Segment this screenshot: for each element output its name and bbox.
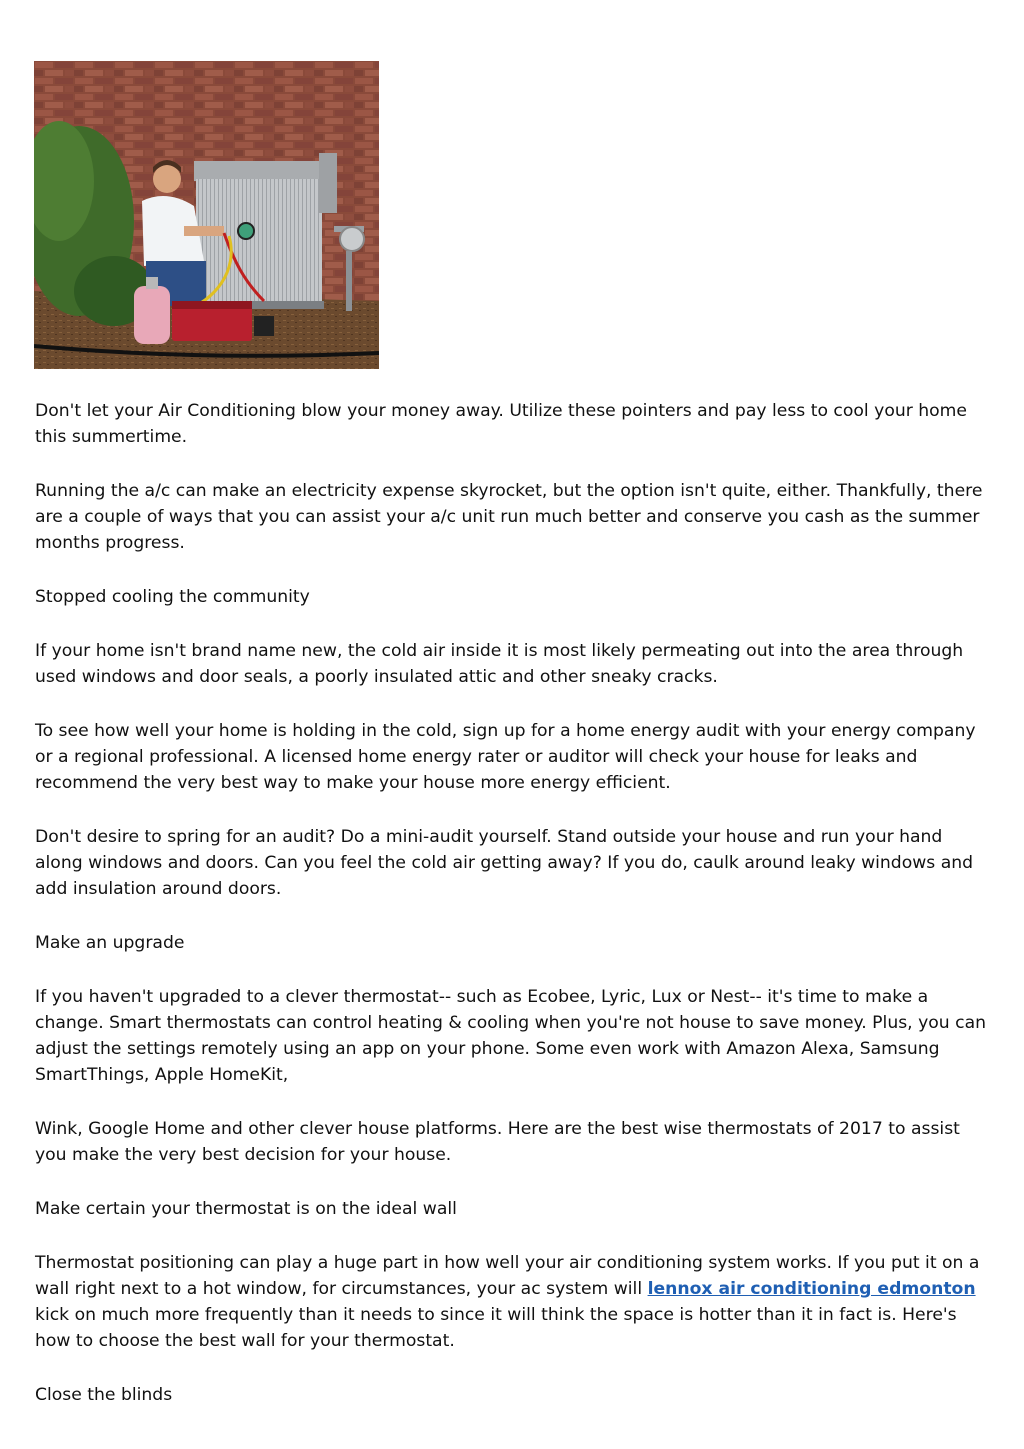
section-heading: Make an upgrade [35, 933, 185, 953]
paragraph-with-link [35, 1250, 995, 1354]
paragraph: Don't desire to spring for an audit? Do a mini-audit yourself. Stand outside your house and run your hand along windows and doors. Can you feel the cold air getting away? If you do, caulk around leaky windows and add insulation around doors. [35, 827, 974, 899]
paragraph: Wink, Google Home and other clever house platforms. Here are the best wise thermostats of 2017 to assist you make the very best decision for your house. [35, 1119, 960, 1165]
paragraph: If your home isn't brand name new, the cold air inside it is most likely permeating out into the area through used windows and door seals, a poorly insulated attic and other sneaky cracks. [35, 641, 964, 687]
link-paragraph-after: kick on much more frequently than it needs to since it will think the space is hotter than it in fact is. Here's how to choose the best wall for your thermostat. [35, 1305, 957, 1351]
paragraph: Running the a/c can make an electricity expense skyrocket, but the option isn't quite, either. Thankfully, there are a couple of ways that you can assist your a/c unit run much better and conserve you cash as the summer months progress. [35, 481, 983, 553]
section-heading: Close the blinds [35, 1385, 173, 1405]
paragraph: If you haven't upgraded to a clever thermostat-- such as Ecobee, Lyric, Lux or Nest-- it's time to make a change. Smart thermostats can control heating & cooling when you're not house to save money. Plus, you can adjust the settings remotely using an app on your phone. Some even work with Amazon Alexa, Samsung SmartThings, Apple HomeKit, [35, 987, 987, 1085]
section-heading: Make certain your thermostat is on the ideal wall [35, 1199, 457, 1219]
section-heading: Stopped cooling the community [35, 587, 310, 607]
ac-technician-photo [34, 61, 379, 369]
paragraph: Don't let your Air Conditioning blow your money away. Utilize these pointers and pay less to cool your home this summertime. [35, 401, 967, 447]
article-body [35, 398, 995, 1436]
lennox-link[interactable]: lennox air conditioning edmonton [647, 1279, 976, 1299]
paragraph: To see how well your home is holding in the cold, sign up for a home energy audit with your energy company or a regional professional. A licensed home energy rater or auditor will check your house for leaks and recommend the very best way to make your house more energy efficient. [35, 721, 976, 793]
link-paragraph-before: Thermostat positioning can play a huge part in how well your air conditioning system works. If you put it on a wall right next to a hot window, for circumstances, your ac system will [35, 1253, 980, 1299]
